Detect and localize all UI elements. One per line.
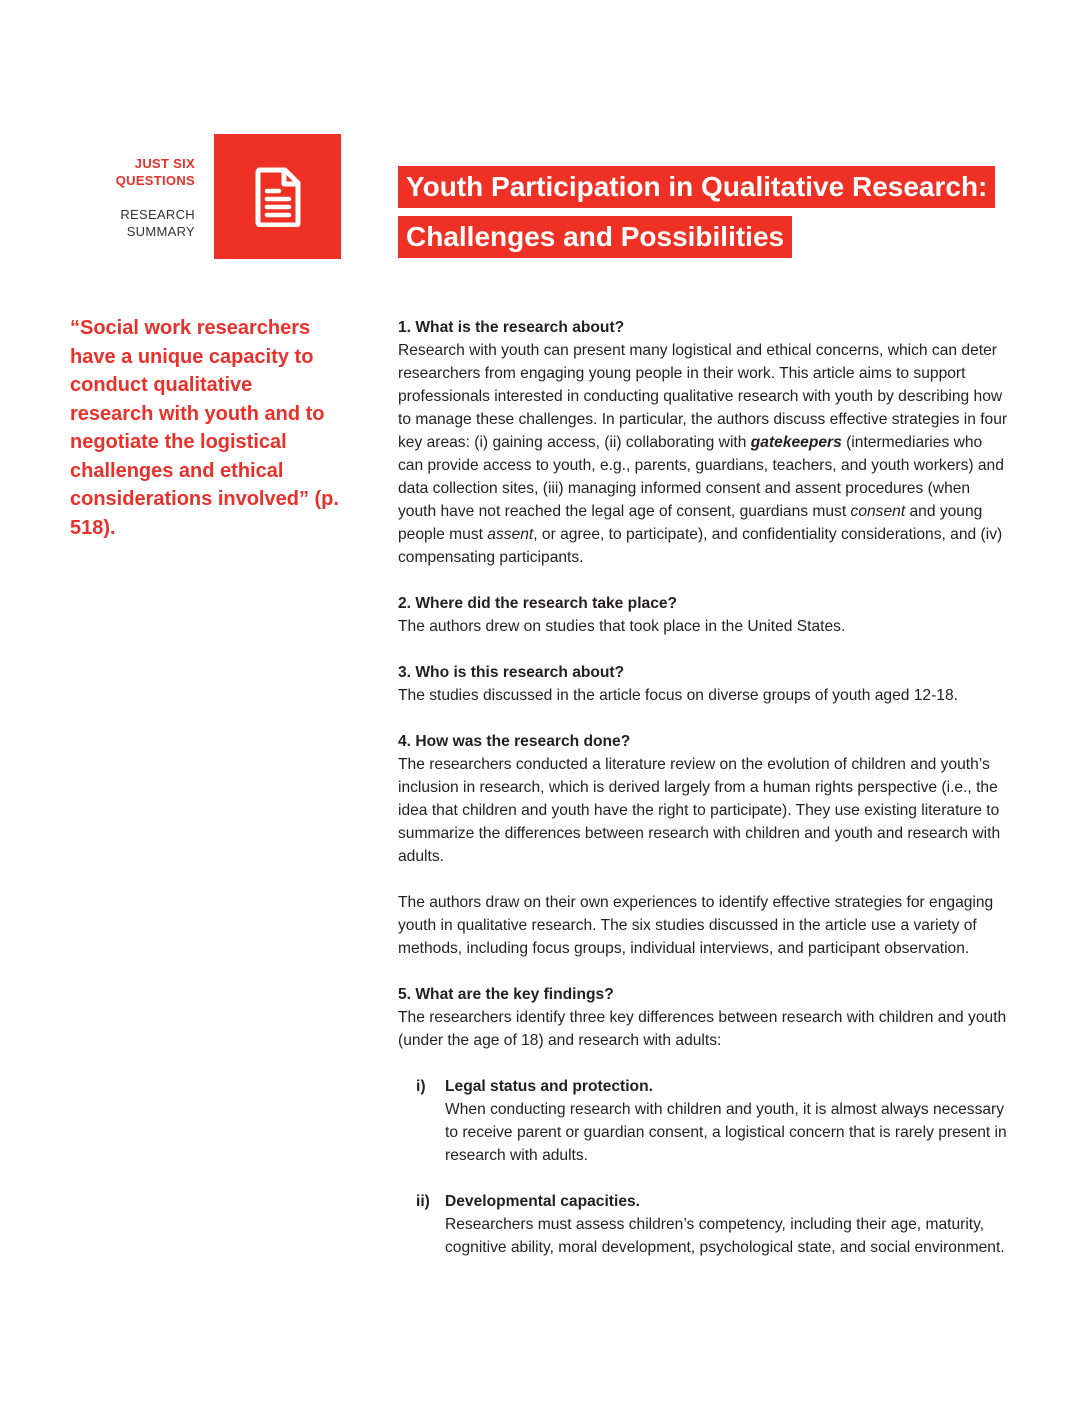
section-text: The authors drew on studies that took place in the United States. — [398, 618, 846, 635]
series-label — [116, 155, 195, 240]
document-title — [398, 166, 995, 266]
section-key-findings — [398, 983, 1008, 1259]
pull-quote: “Social work researchers have a unique capacity to conduct qualitative research with youth and to negotiate the logistical challenges and ethical considerations involved” (p. 518). — [70, 317, 339, 539]
section-text: The researchers conducted a literature review on the evolution of children and youth’s inclusion in research, which is derived largely from a human rights perspective (i.e., the idea that children and youth have the right to participate). They use existing literature to summarize the differences between research with children and youth and research with adults. — [398, 756, 1001, 865]
section-text — [398, 339, 1008, 569]
section-research-location — [398, 592, 1008, 638]
section-text: The authors draw on their own experiences to identify effective strategies for engaging youth in qualitative research. The six studies discussed in the article use a variety of methods, including focus groups, individual interviews, and participant observation. — [398, 894, 994, 957]
section-title: 2. Where did the research take place? — [398, 595, 678, 612]
logo-box — [214, 134, 341, 259]
title-line-2: Challenges and Possibilities — [398, 216, 792, 258]
text-run: , or agree, to participate), and confidentiality considerations, and (iv) compensating participants. — [398, 526, 1003, 566]
document-type-line-2: SUMMARY — [126, 224, 195, 239]
document-type-line-1: RESEARCH — [120, 207, 195, 222]
section-title: 3. Who is this research about? — [398, 664, 625, 681]
text-run: (intermediaries who can provide access to youth, e.g., parents, guardians, teachers, and youth workers) and data collection sites, (iii) managing informed consent and assent procedures (when youth have not reached the legal age of consent, guardians must — [398, 434, 1004, 520]
list-item-title: Developmental capacities. — [445, 1193, 641, 1210]
series-name-line-2: QUESTIONS — [115, 173, 195, 188]
section-research-method — [398, 730, 1008, 960]
list-item-title: Legal status and protection. — [445, 1078, 653, 1095]
emphasis-gatekeepers: gatekeepers — [750, 434, 842, 451]
list-item — [398, 1190, 1008, 1259]
section-title: 1. What is the research about? — [398, 319, 625, 336]
section-text: The researchers identify three key differences between research with children and youth (under the age of 18) and research with adults: — [398, 1009, 1007, 1049]
emphasis-consent: consent — [850, 503, 906, 520]
section-research-subjects — [398, 661, 1008, 707]
text-run: and young people must — [398, 503, 983, 543]
series-name-line-1: JUST SIX — [134, 156, 195, 171]
list-marker: ii) — [416, 1193, 430, 1210]
title-line-1: Youth Participation in Qualitative Research: — [398, 166, 995, 208]
emphasis-assent: assent — [487, 526, 534, 543]
main-content — [398, 316, 1008, 1282]
section-title: 5. What are the key findings? — [398, 986, 614, 1003]
text-run: Research with youth can present many logistical and ethical concerns, which can deter researchers from engaging young people in their work. This article aims to support professionals interested in conducting qualitative research with youth by describing how to manage these challenges. In particular, the authors discuss effective strategies in four key areas: (i) gaining access, (ii) collaborating with — [398, 342, 1008, 451]
list-item — [398, 1075, 1008, 1167]
list-marker: i) — [416, 1078, 426, 1095]
section-text: The studies discussed in the article focus on diverse groups of youth aged 12-18. — [398, 687, 958, 704]
findings-list — [398, 1075, 1008, 1259]
list-item-text: When conducting research with children and youth, it is almost always necessary to receive parent or guardian consent, a logistical concern that is rarely present in research with adults. — [445, 1101, 1007, 1164]
section-research-about — [398, 316, 1008, 569]
document-icon — [255, 167, 301, 227]
list-item-text: Researchers must assess children’s competency, including their age, maturity, cognitive ability, moral development, psychological state, and social environment. — [445, 1216, 1005, 1256]
section-title: 4. How was the research done? — [398, 733, 631, 750]
